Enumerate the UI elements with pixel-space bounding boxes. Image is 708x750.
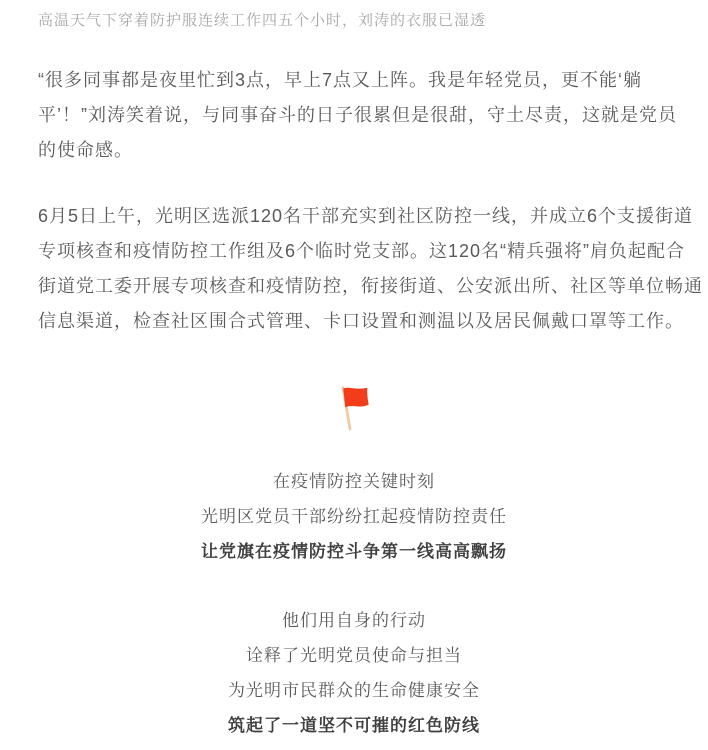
slogan-line: 诠释了光明党员使命与担当 [246,646,462,665]
slogan-block-1 [0,464,708,569]
paragraph-quote [38,63,688,168]
paragraph-line: 街道党工委开展专项核查和疫情防控，衔接街道、公安派出所、社区等单位畅通 [38,276,703,296]
slogan-block-2 [0,603,708,743]
paragraph-line: 平’！”刘涛笑着说，与同事奋斗的日子很累但是很甜，守土尽责，这就是党员 [38,105,677,125]
flag-cloth [343,388,369,408]
red-flag-icon [333,385,375,431]
slogan-line: 光明区党员干部纷纷扛起疫情防控责任 [201,507,507,526]
paragraph-line: “很多同事都是夜里忙到3点，早上7点又上阵。我是年轻党员，更不能‘躺 [38,70,643,90]
paragraph-line: 信息渠道，检查社区围合式管理、卡口设置和测温以及居民佩戴口罩等工作。 [38,311,684,331]
slogan-line: 为光明市民群众的生命健康安全 [228,681,480,700]
paragraph-line: 专项核查和疫情防控工作组及6个临时党支部。这120名“精兵强将”肩负起配合 [38,241,686,261]
slogan-line: 在疫情防控关键时刻 [273,472,435,491]
slogan-line-bold: 让党旗在疫情防控斗争第一线高高飘扬 [201,542,507,561]
paragraph-line: 的使命感。 [38,140,133,160]
paragraph-line: 6月5日上午，光明区选派120名干部充实到社区防控一线，并成立6个支援街道 [38,206,694,226]
flag-row [0,385,708,431]
paragraph-news [38,199,703,339]
slogan-line-bold: 筑起了一道坚不可摧的红色防线 [228,716,480,735]
image-caption: 高温天气下穿着防护服连续工作四五个小时，刘涛的衣服已湿透 [38,12,487,29]
slogan-line: 他们用自身的行动 [282,611,426,630]
